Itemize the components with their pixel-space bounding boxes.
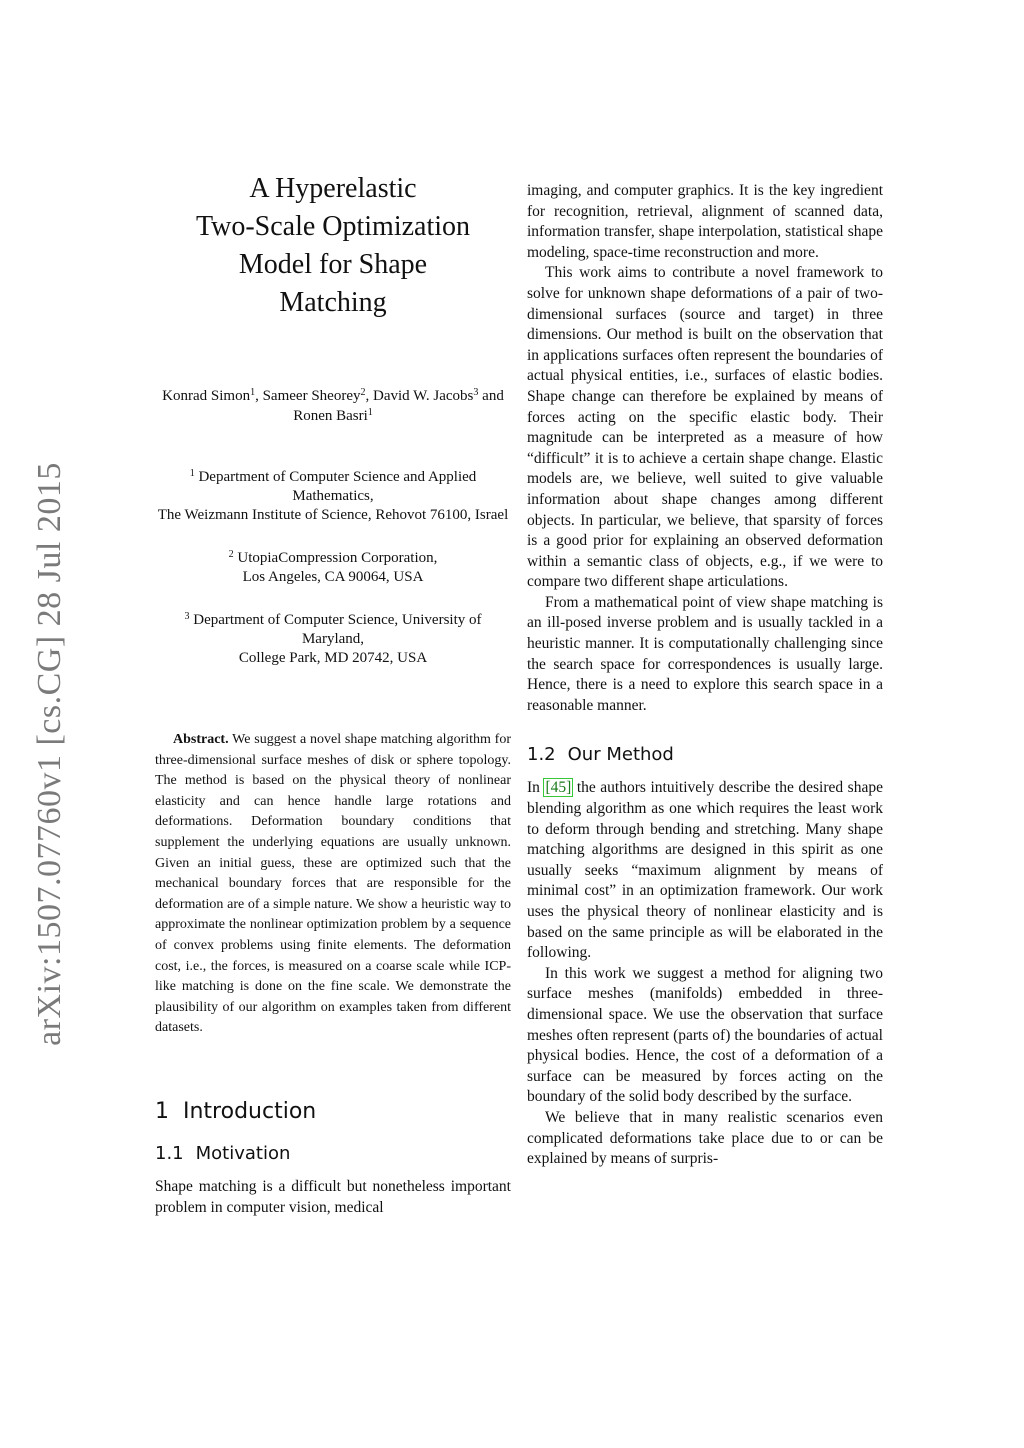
motivation-paragraph-2: This work aims to contribute a novel framework to solve for unknown shape deformations of a pair of two-dimensional surfaces (source and target) in three dimensions. Our method is built on the observation that in applications surfaces often represent the boundaries of actual physical entities, i.e., surfaces of elastic bodies. Shape change can therefore be explained by means of forces acting on the specific elastic body. Their magnitude can be interpreted as a measure of how “difficult” it is to achieve a certain shape change. Elastic models are, we believe, well suited to give valuable information about shape changes among different objects. In particular, we believe, that sparsity of forces is a good prior for explaining an observed deformation within a semantic class of objects, e.g., if we were to compare two different shape articulations.	[527, 264, 883, 591]
author-list	[155, 386, 511, 426]
section-heading-introduction	[155, 1097, 511, 1127]
affiliation-1	[155, 468, 511, 525]
affiliation-mark: 1	[189, 468, 195, 479]
affiliation-mark: 2	[228, 549, 234, 560]
author-name: Konrad Simon	[162, 388, 251, 404]
section-number: 1	[155, 1098, 169, 1124]
affiliation-line: Department of Computer Science and Applied Mathematics,	[198, 469, 477, 504]
subsection-heading-our-method	[527, 742, 883, 768]
affiliation-line: UtopiaCompression Corporation,	[237, 550, 438, 566]
method-paragraph-2: In this work we suggest a method for aligning two surface meshes (manifolds) embedded in three-dimensional space. We use the observation that surface meshes often represent (parts of) the boundaries of actual physical bodies. Hence, the cost of a deformation of a surface can be measured by forces acting on the boundary of the solid body described by the surface.	[527, 964, 883, 1106]
title-line: A Hyperelastic	[249, 173, 417, 204]
abstract	[155, 730, 511, 1039]
subsection-title: Motivation	[195, 1142, 291, 1164]
paragraph-text: In	[527, 779, 545, 797]
title-line: Matching	[279, 287, 387, 318]
left-column	[155, 170, 511, 1218]
affiliation-mark: 1	[250, 387, 256, 398]
motivation-paragraph-3: From a mathematical point of view shape matching is an ill-posed inverse problem and is usually tackled in a heuristic manner. It is computationally challenging since the search space for correspondences is usually large. Hence, there is a need to explore this search space in a reasonable manner.	[527, 593, 883, 714]
citation-link[interactable]: [45]	[545, 779, 572, 797]
title-line: Two-Scale Optimization	[195, 211, 471, 242]
arxiv-identifier: arXiv:1507.07760v1 [cs.CG] 28 Jul 2015	[31, 462, 68, 1046]
author-name: and Ronen Basri	[293, 388, 504, 424]
affiliation-line: The Weizmann Institute of Science, Rehovot 76100, Israel	[157, 507, 509, 523]
affiliation-3	[155, 611, 511, 668]
affiliation-line: Los Angeles, CA 90064, USA	[242, 569, 424, 585]
title-line: Model for Shape	[238, 249, 428, 280]
subsection-number: 1.1	[155, 1142, 184, 1164]
affiliation-mark: 2	[360, 387, 366, 398]
affiliation-line: Department of Computer Science, University of Maryland,	[193, 612, 482, 647]
paragraph-text: the authors intuitively describe the desired shape blending algorithm as one which requires the least work to deform through bending and stretching. Many shape matching algorithms are designed in this spirit as one usually seeks “maximum alignment by means of minimal cost” in an optimization framework. Our work uses the physical theory of nonlinear elasticity and is based on the same principle as will be elaborated in the following.	[527, 779, 883, 962]
section-title: Introduction	[183, 1098, 317, 1124]
affiliation-line: College Park, MD 20742, USA	[238, 650, 428, 666]
method-paragraph-1	[527, 778, 883, 963]
subsection-title: Our Method	[567, 744, 674, 766]
paper-title	[155, 170, 511, 322]
paragraph-text: imaging, and computer graphics. It is the key ingredient for recognition, retrieval, alignment of scanned data, information transfer, shape interpolation, statistical shape modeling, space-time reconstruction and more.	[527, 182, 883, 261]
motivation-paragraph-1-part-b	[527, 181, 883, 263]
affiliation-mark: 1	[367, 407, 373, 418]
author-name: , David W. Jacobs	[365, 388, 474, 404]
method-paragraph-3: We believe that in many realistic scenarios even complicated deformations take place due to or can be explained by means of surpris-	[527, 1108, 883, 1168]
abstract-text: We suggest a novel shape matching algorithm for three-dimensional surface meshes of disk or sphere topology. The method is based on the physical theory of nonlinear elasticity and can hence handle large rotations and deformations. Deformation boundary conditions that supplement the underlying equations are usually unknown. Given an initial guess, these are optimized such that the mechanical boundary forces that are responsible for the deformation are of a simple nature. We show a heuristic way to approximate the nonlinear optimization problem by a sequence of convex problems using finite elements. The deformation cost, i.e., the forces, is measured on a coarse scale while ICP-like matching is done on the fine scale. We demonstrate the plausibility of our algorithm on examples taken from different datasets.	[155, 732, 512, 1036]
author-name: , Sameer Sheorey	[255, 388, 361, 404]
affiliation-mark: 3	[473, 387, 479, 398]
right-column	[527, 181, 883, 1170]
affiliation-mark: 3	[184, 611, 190, 622]
subsection-heading-motivation	[155, 1141, 511, 1167]
motivation-paragraph-1-part-a	[155, 1177, 511, 1218]
subsection-number: 1.2	[527, 744, 556, 766]
abstract-label: Abstract.	[173, 732, 229, 747]
paragraph-text: Shape matching is a difficult but nonetheless important problem in computer vision, medical	[155, 1177, 511, 1216]
affiliation-2	[155, 549, 511, 587]
